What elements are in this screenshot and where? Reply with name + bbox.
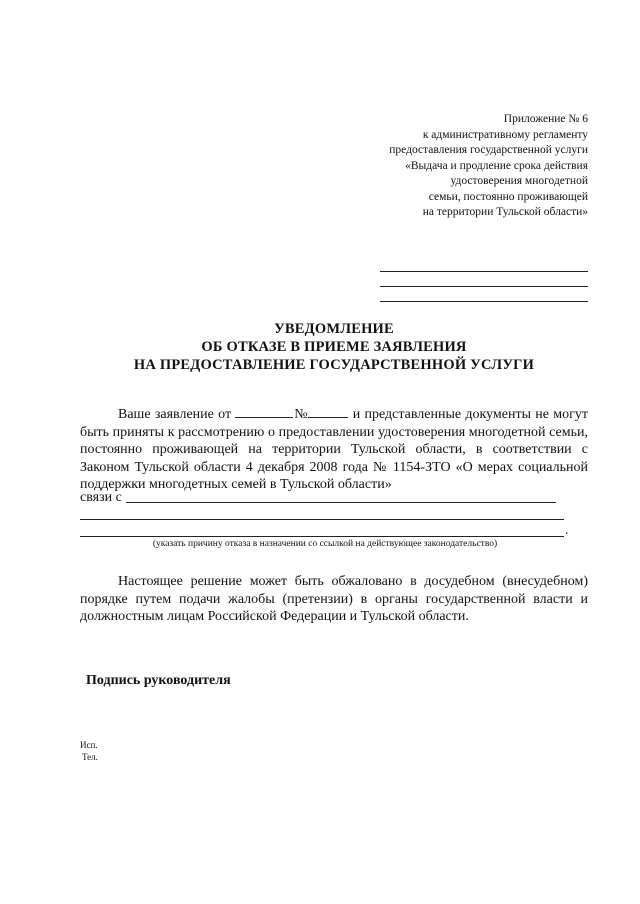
addressee-blank-line[interactable] — [380, 286, 588, 287]
title-line: ОБ ОТКАЗЕ В ПРИЕМЕ ЗАЯВЛЕНИЯ — [201, 339, 467, 355]
reason-prefix: связи с — [80, 490, 122, 505]
date-field[interactable] — [235, 404, 293, 418]
appendix-header — [308, 112, 588, 221]
signature-label: Подпись руководителя — [86, 673, 231, 688]
executor-label: Исп. — [80, 740, 98, 750]
reason-field[interactable] — [80, 519, 564, 520]
appendix-line: удостоверения многодетной — [450, 175, 588, 187]
phone-label: Тел. — [82, 752, 98, 762]
appendix-line: предоставления государственной услуги — [389, 144, 588, 156]
title-line: УВЕДОМЛЕНИЕ — [274, 321, 394, 337]
appendix-line: семьи, постоянно проживающей — [428, 190, 588, 203]
notification-paragraph — [80, 404, 588, 494]
title-line: НА ПРЕДОСТАВЛЕНИЕ ГОСУДАРСТВЕННОЙ УСЛУГИ — [133, 357, 535, 373]
addressee-blank-line[interactable] — [380, 271, 588, 272]
number-sign: № — [293, 407, 309, 422]
number-field[interactable] — [308, 404, 348, 418]
appendix-line: на территории Тульской области» — [422, 206, 588, 218]
reason-field[interactable] — [80, 536, 564, 537]
appendix-line: Приложение № 6 — [503, 113, 588, 125]
reason-field[interactable] — [126, 502, 556, 503]
appendix-line: к административному регламенту — [422, 128, 588, 141]
intro-start: Ваше заявление от — [118, 407, 232, 422]
appeal-paragraph: Настоящее решение может быть обжаловано в досудебном (внесудебном) порядке путем подачи жалобы (претензии) в органы государственной власти и должностным лицам Российской Федерации и Тульской области. — [80, 574, 588, 625]
reason-end-dot: . — [565, 523, 569, 538]
intro-rest: и представленные документы не могут быть приняты к рассмотрению о предоставлении удостоверения многодетной семьи, постоянно проживающей на территории Тульской области, в соответствии с Законом Тульской области 4 декабря 2008 года № 1154-ЗТО «О мерах социальной поддержки многодетных семей в Тульской области» — [80, 407, 589, 493]
appendix-line: «Выдача и продление срока действия — [405, 159, 588, 172]
document-title — [80, 320, 588, 374]
addressee-blank-line[interactable] — [380, 301, 588, 302]
reason-hint: (указать причину отказа в назначении со ссылкой на действующее законодательство) — [152, 539, 498, 549]
